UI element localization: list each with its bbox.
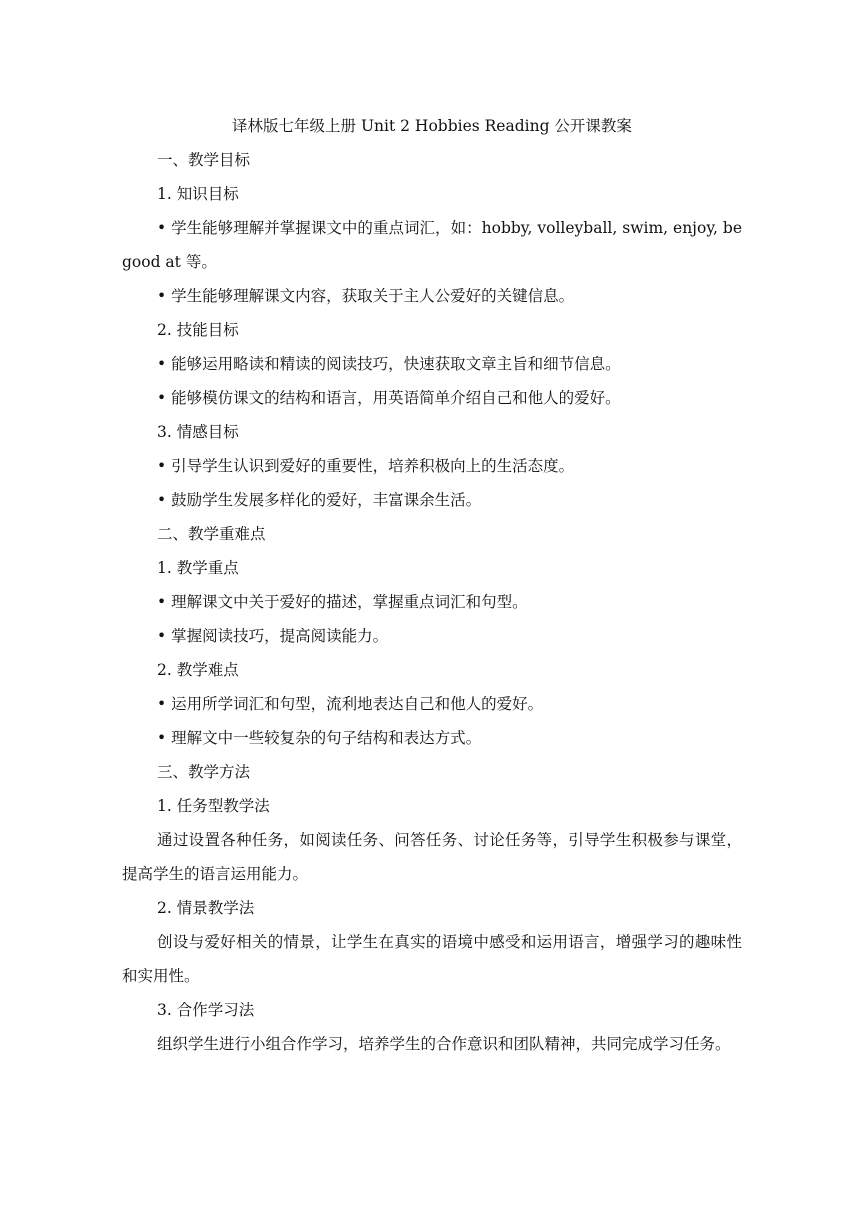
bullet-skill-reading: • 能够运用略读和精读的阅读技巧，快速获取文章主旨和细节信息。 — [157, 355, 621, 373]
bullet-knowledge-vocabulary: • 学生能够理解并掌握课文中的重点词汇，如：hobby, volleyball, swim, enjoy, be good at 等。 — [122, 219, 742, 271]
subheading-key-focus: 1. 教学重点 — [157, 559, 239, 577]
subheading-skill-goals: 2. 技能目标 — [157, 321, 239, 339]
section-heading-objectives: 一、教学目标 — [157, 151, 251, 169]
bullet-emotional-diversity: • 鼓励学生发展多样化的爱好，丰富课余生活。 — [157, 491, 482, 509]
paragraph-cooperative: 组织学生进行小组合作学习，培养学生的合作意识和团队精神，共同完成学习任务。 — [157, 1035, 731, 1053]
subheading-difficulties: 2. 教学难点 — [157, 661, 239, 679]
subheading-situational: 2. 情景教学法 — [157, 899, 255, 917]
subheading-task-based: 1. 任务型教学法 — [157, 797, 270, 815]
subheading-knowledge-goals: 1. 知识目标 — [157, 185, 239, 203]
bullet-difficulty-expression: • 运用所学词汇和句型，流利地表达自己和他人的爱好。 — [157, 695, 544, 713]
bullet-focus-understanding: • 理解课文中关于爱好的描述，掌握重点词汇和句型。 — [157, 593, 528, 611]
subheading-emotional-goals: 3. 情感目标 — [157, 423, 239, 441]
document-body — [122, 109, 742, 1061]
bullet-emotional-attitude: • 引导学生认识到爱好的重要性，培养积极向上的生活态度。 — [157, 457, 575, 475]
bullet-focus-reading-skills: • 掌握阅读技巧，提高阅读能力。 — [157, 627, 389, 645]
paragraph-situational: 创设与爱好相关的情景，让学生在真实的语境中感受和运用语言，增强学习的趣味性和实用性。 — [122, 933, 742, 985]
bullet-knowledge-content: • 学生能够理解课文内容，获取关于主人公爱好的关键信息。 — [157, 287, 575, 305]
document-title: 译林版七年级上册 Unit 2 Hobbies Reading 公开课教案 — [232, 117, 632, 135]
bullet-difficulty-structure: • 理解文中一些较复杂的句子结构和表达方式。 — [157, 729, 482, 747]
bullet-skill-speaking: • 能够模仿课文的结构和语言，用英语简单介绍自己和他人的爱好。 — [157, 389, 621, 407]
section-heading-methods: 三、教学方法 — [157, 763, 251, 781]
section-heading-key-points: 二、教学重难点 — [157, 525, 266, 543]
subheading-cooperative: 3. 合作学习法 — [157, 1001, 255, 1019]
paragraph-task-based: 通过设置各种任务，如阅读任务、问答任务、讨论任务等，引导学生积极参与课堂，提高学生的语言运用能力。 — [122, 831, 742, 883]
